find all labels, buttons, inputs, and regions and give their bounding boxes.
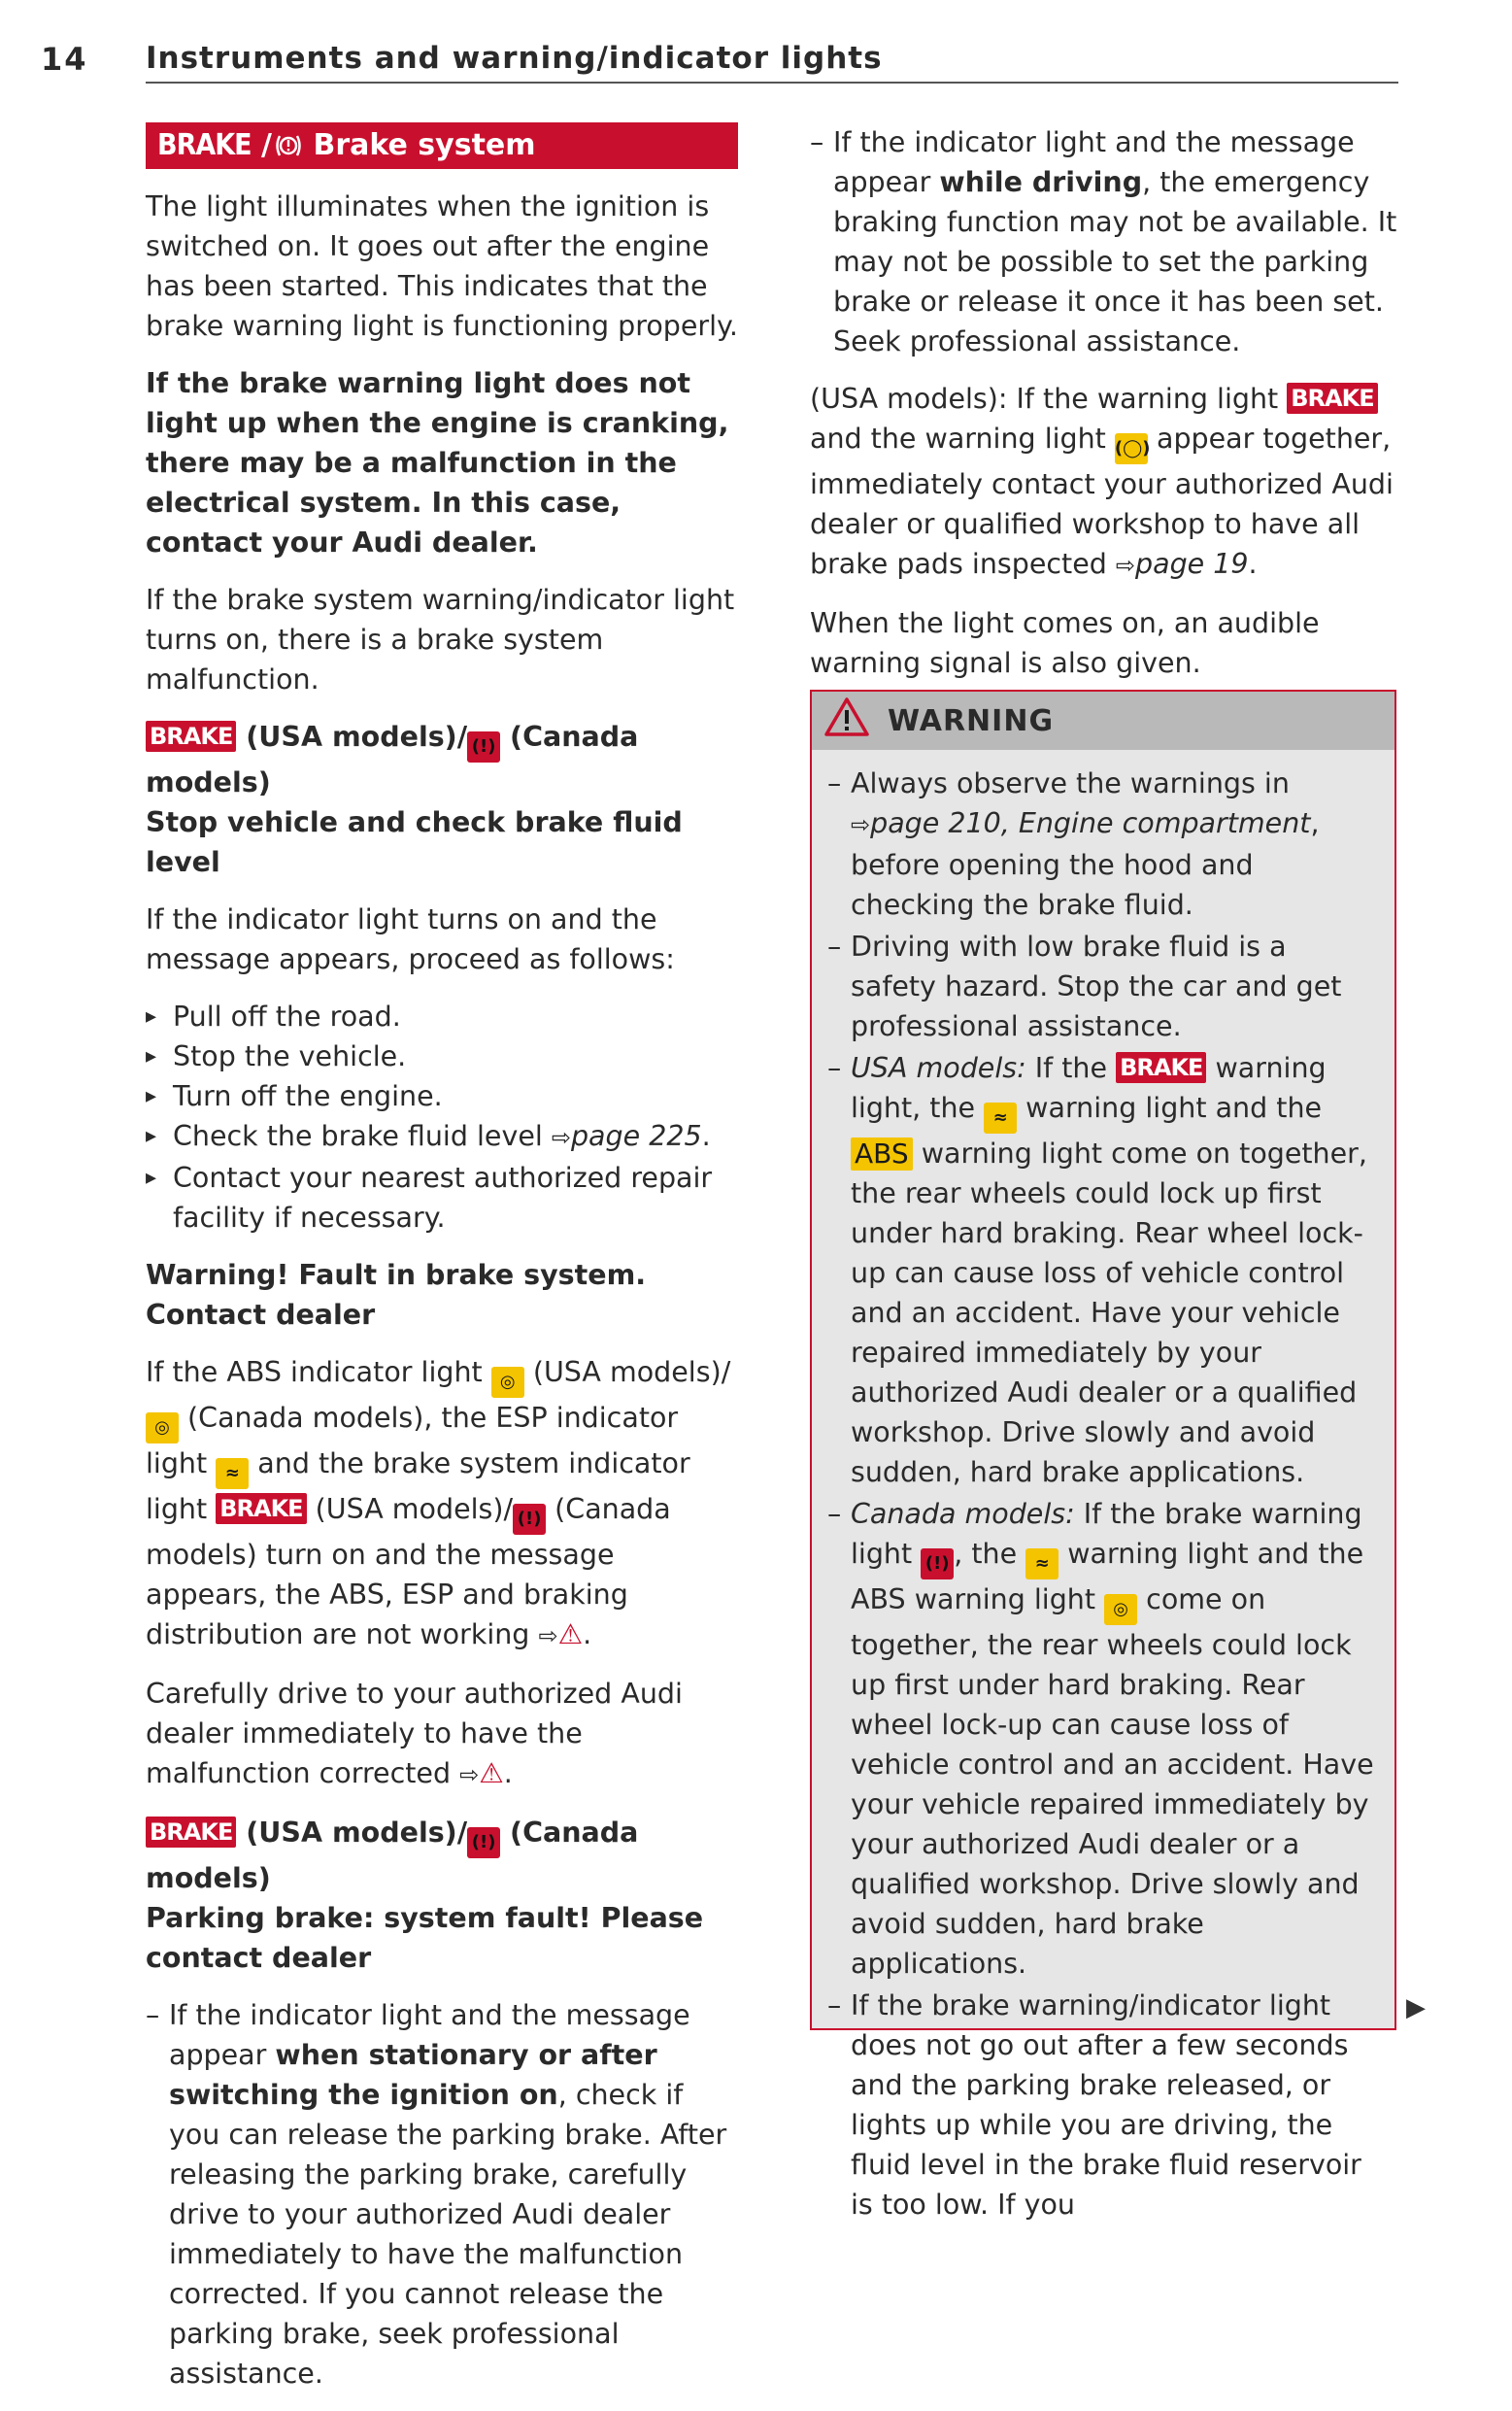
page-ref-text: page 19 bbox=[1135, 548, 1249, 580]
brake-badge: BRAKE bbox=[1287, 383, 1377, 414]
canada-models-label: (Canada models) bbox=[146, 721, 639, 798]
section-title: Brake system bbox=[303, 128, 536, 162]
text: If the bbox=[1025, 1052, 1117, 1084]
text: If the ABS indicator light bbox=[146, 1356, 491, 1388]
brake-pad-wear-icon: (◯) bbox=[1115, 433, 1148, 464]
warning-triangle-icon: ⚠ bbox=[479, 1757, 504, 1789]
punct: . bbox=[583, 1618, 592, 1650]
xref-arrow-icon: ⇨ bbox=[1115, 552, 1136, 579]
warning-ref-link[interactable] bbox=[459, 1757, 504, 1789]
abs-circle-icon: ◎ bbox=[491, 1367, 524, 1398]
punct: . bbox=[701, 1120, 711, 1152]
xref-arrow-icon: ⇨ bbox=[851, 811, 871, 838]
steps-list bbox=[146, 997, 738, 1238]
warning-item: – Driving with low brake fluid is a safety hazard. Stop the car and get professional assistance. bbox=[827, 927, 1379, 1046]
separator: / bbox=[251, 128, 273, 162]
text: (Canada models), the ESP indicator light bbox=[146, 1402, 679, 1479]
text: (USA models)/ bbox=[523, 1356, 731, 1388]
page-header-title: Instruments and warning/indicator lights bbox=[146, 41, 883, 76]
list-item: ▸ Stop the vehicle. bbox=[146, 1036, 738, 1076]
warning-list bbox=[827, 764, 1379, 2224]
usa-models-label: (USA models)/ bbox=[236, 1817, 468, 1849]
usa-models-label: (USA models)/ bbox=[236, 721, 468, 753]
abs-circle-icon: ◎ bbox=[1104, 1594, 1137, 1625]
text: , the bbox=[954, 1538, 1026, 1570]
page-reference-link[interactable] bbox=[851, 807, 1310, 839]
section-heading-brake-system bbox=[146, 122, 738, 169]
xref-arrow-icon: ⇨ bbox=[459, 1761, 480, 1788]
list-item bbox=[146, 1995, 738, 2394]
text: , before opening the hood and checking the brake fluid. bbox=[851, 807, 1320, 921]
warning-triangle-icon bbox=[823, 696, 870, 745]
paragraph: The light illuminates when the ignition is switched on. It goes out after the engine has been started. This indicates that the brake warning light is functioning properly. bbox=[146, 190, 738, 342]
text: (USA models): If the warning light bbox=[810, 383, 1288, 415]
brake-circle-icon: (!) bbox=[513, 1504, 546, 1535]
text: warning light and the bbox=[1017, 1092, 1323, 1124]
esp-skid-car-icon: ≈ bbox=[216, 1458, 249, 1489]
text: and the warning light bbox=[810, 423, 1115, 455]
xref-arrow-icon: ⇨ bbox=[538, 1622, 558, 1649]
text: If the indicator light and the message appear bbox=[169, 1999, 690, 2071]
parking-brake-list-cont bbox=[810, 122, 1406, 361]
subheading-title: Stop vehicle and check brake fluid level bbox=[146, 806, 683, 878]
text: come on together, the rear wheels could lock up first under hard braking. Rear wheel lock-up can cause loss of vehicle control and an accident. Have your vehicle repaired immediately by your authorized Audi dealer or a qualified workshop. Drive slowly and avoid sudden, hard brake applications. bbox=[851, 1583, 1374, 1980]
warning-ref-link[interactable] bbox=[538, 1618, 583, 1650]
abs-circle-icon: ◎ bbox=[146, 1412, 179, 1443]
warning-item: – If the brake warning/indicator light does not go out after a few seconds and the parking brake released, or lights up while you are driving, the fluid level in the brake fluid reservoir is too low. If you bbox=[827, 1986, 1379, 2224]
lead: USA models: bbox=[851, 1052, 1026, 1084]
warning-header bbox=[812, 692, 1394, 750]
text: warning light come on together, the rear wheels could lock up first under hard braking. Rear wheel lock-up can cause loss of vehicle control and an accident. Have your vehicle repaired immediately by your authorized Audi dealer or a qualified workshop. Drive slowly and avoid sudden, hard brake applications. bbox=[851, 1138, 1367, 1488]
page-ref-text: page 210, Engine compartment bbox=[870, 807, 1311, 839]
text: Always observe the warnings in bbox=[851, 767, 1290, 799]
warning-item bbox=[827, 1494, 1379, 1984]
esp-skid-car-icon: ≈ bbox=[984, 1103, 1017, 1134]
text: warning light and the ABS warning light bbox=[851, 1538, 1364, 1615]
warning-title: WARNING bbox=[888, 703, 1055, 738]
canada-models-label: (Canada models) bbox=[146, 1817, 639, 1894]
text: warning light, the bbox=[851, 1052, 1327, 1124]
paragraph-usa-brake-pads bbox=[810, 379, 1406, 586]
paragraph-bold: If the brake warning light does not light up when the engine is cranking, there may be a malfunction in the electrical system. In this case, contact your Audi dealer. bbox=[146, 367, 729, 559]
text: , check if you can release the parking brake. After releasing the parking brake, carefully drive to your authorized Audi dealer immediately to have the malfunction corrected. If you cannot release the parking brake, seek professional assistance. bbox=[169, 2079, 727, 2390]
list-item: ▸ Pull off the road. bbox=[146, 997, 738, 1036]
header-rule bbox=[146, 82, 1398, 84]
emphasis: while driving bbox=[939, 166, 1143, 198]
text: appear together, immediately contact your authorized Audi dealer or qualified workshop to have all brake pads inspected bbox=[810, 423, 1394, 580]
brake-badge: BRAKE bbox=[1116, 1052, 1206, 1083]
paragraph: When the light comes on, an audible warning signal is also given. bbox=[810, 607, 1320, 679]
list-item bbox=[810, 122, 1406, 361]
subheading-title: Parking brake: system fault! Please contact dealer bbox=[146, 1902, 704, 1974]
brake-badge: BRAKE bbox=[146, 1817, 236, 1848]
text: (Canada models) turn on and the message appears, the ABS, ESP and braking distribution are not working bbox=[146, 1493, 671, 1650]
subheading-parking-brake-fault bbox=[146, 1813, 738, 1978]
lead: Canada models: bbox=[851, 1498, 1075, 1530]
esp-skid-car-icon: ≈ bbox=[1025, 1548, 1058, 1579]
paragraph: If the brake system warning/indicator light turns on, there is a brake system malfunction. bbox=[146, 584, 735, 696]
text: and the brake system indicator light bbox=[146, 1447, 690, 1525]
punct: . bbox=[503, 1757, 513, 1789]
text: If the indicator light and the message appear bbox=[833, 126, 1355, 198]
brake-circle-icon: (!) bbox=[467, 731, 500, 763]
continue-arrow-icon[interactable]: ▶ bbox=[1406, 1993, 1426, 2022]
paragraph-abs-esp bbox=[146, 1352, 738, 1656]
page-reference-link[interactable] bbox=[1116, 548, 1249, 580]
warning-box bbox=[810, 690, 1396, 2221]
text: , the emergency braking function may not be available. It may not be possible to set the parking brake or release it once it has been set. Seek professional assistance. bbox=[833, 166, 1397, 357]
brake-label: BRAKE bbox=[157, 128, 252, 162]
parking-brake-list bbox=[146, 1995, 738, 2394]
warning-item bbox=[827, 1048, 1379, 1492]
emphasis: when stationary or after switching the ignition on bbox=[169, 2039, 657, 2111]
brake-circle-icon: (!) bbox=[467, 1827, 500, 1858]
list-item bbox=[146, 1116, 738, 1158]
page-number: 14 bbox=[41, 41, 88, 78]
warning-item bbox=[827, 764, 1379, 925]
page-reference-link[interactable] bbox=[552, 1120, 702, 1152]
brake-badge: BRAKE bbox=[146, 721, 236, 752]
warning-body bbox=[812, 750, 1394, 2224]
punct: . bbox=[1248, 548, 1258, 580]
xref-arrow-icon: ⇨ bbox=[551, 1124, 571, 1151]
list-item: ▸ Turn off the engine. bbox=[146, 1076, 738, 1116]
subheading-fault-brake-system: Warning! Fault in brake system. Contact dealer bbox=[146, 1259, 647, 1331]
paragraph bbox=[146, 1674, 738, 1795]
brake-badge: BRAKE bbox=[216, 1493, 306, 1524]
list-item: ▸ Contact your nearest authorized repair facility if necessary. bbox=[146, 1158, 738, 1238]
subheading-stop-vehicle bbox=[146, 717, 738, 882]
left-column bbox=[146, 122, 738, 2411]
paragraph: If the indicator light turns on and the message appears, proceed as follows: bbox=[146, 903, 675, 975]
abs-badge: ABS bbox=[851, 1138, 913, 1171]
warning-triangle-icon: ⚠ bbox=[557, 1618, 584, 1650]
step-text: Check the brake fluid level bbox=[173, 1120, 552, 1152]
page-ref-text: page 225 bbox=[570, 1120, 702, 1152]
brake-circle-icon bbox=[274, 126, 303, 173]
text: If the brake warning light bbox=[851, 1498, 1362, 1570]
brake-circle-icon: (!) bbox=[921, 1548, 954, 1579]
text: (USA models)/ bbox=[306, 1493, 514, 1525]
text: Carefully drive to your authorized Audi dealer immediately to have the malfunction corrected bbox=[146, 1678, 683, 1789]
right-column bbox=[810, 122, 1406, 700]
